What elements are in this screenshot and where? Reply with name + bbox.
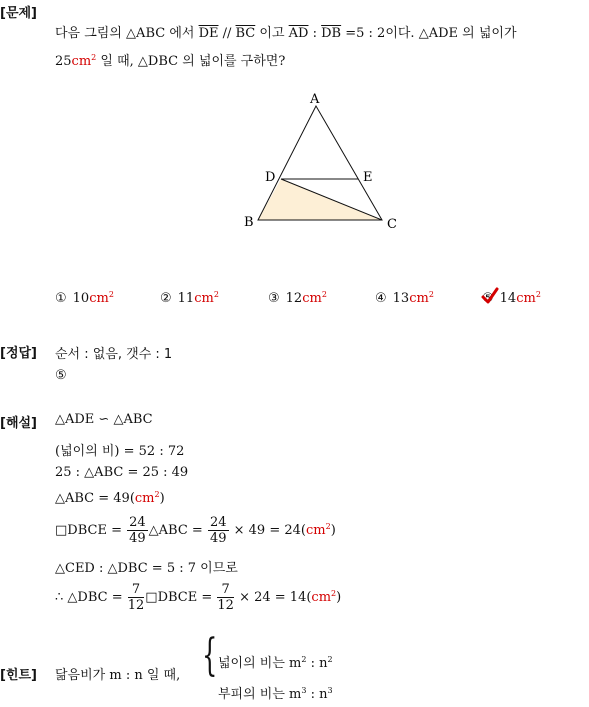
explanation-line-5: □DBCE = $\frac{24}{49}$ △ABC = $\frac{24}{49}$ × $49 = 24(cm^2)$ [55,515,336,546]
vertex-label-c: C [387,217,397,232]
explanation-line-7: ∴ △DBC = $\frac{7}{12}$ □DBCE = $\frac{7}{12}$ × $24 = 14(cm^2)$ [55,582,342,613]
option-1[interactable]: ① $10cm^2$ [55,290,114,306]
explanation-tag: [해설] [0,416,37,431]
fraction: $\frac{24}{49}$ [129,515,146,546]
explanation-line-2: (넓이의 비) = 52 : 72 [55,444,185,459]
option-2[interactable]: ② $11cm^2$ [160,290,219,306]
vertex-label-b: B [244,215,254,230]
answer-line-2: ⑤ [55,368,67,383]
answer-tag: [정답] [0,346,37,361]
curly-brace: { [202,630,218,681]
problem-tag: [문제] [0,6,37,21]
explanation-line-1: △ADE ∽ △ABC [55,412,153,427]
problem-line-2: $25cm^2$ 일 때, △DBC 의 넓이를 구하면? [55,53,286,69]
hint-main: 닮음비가 m : n 일 때, [55,668,181,683]
problem-line-1: 다음 그림의 △ABC 에서 $\overline{DE} // \overline{BC}$ 이고 $\overline{AD}$ : $\overline{DB} =5$ : 2이다. △ADE 의 넓이가 [55,26,517,41]
option-3[interactable]: ③ $12cm^2$ [268,290,327,306]
explanation-line-6: △CED : △DBC = 5 : 7 이므로 [55,561,238,576]
unit-cm2: $cm^2$ [71,53,97,69]
fraction: $\frac{24}{49}$ [209,515,227,546]
hint-tag: [힌트] [0,668,37,683]
fraction: $\frac{7}{12}$ [217,582,234,613]
triangle-figure [240,88,410,236]
hint-volume-ratio: 부피의 비는 $m^3$ : $n^3$ [218,686,333,702]
option-5[interactable]: ⑤ $14cm^2$ [482,290,541,306]
vertex-label-d: D [265,170,276,185]
fraction: $\frac{7}{12}$ [127,582,145,613]
explanation-line-3: 25 : △ABC = 25 : 49 [55,465,189,480]
vertex-label-a: A [310,92,320,107]
option-4[interactable]: ④ $13cm^2$ [375,290,434,306]
segment-ad: $\overline{AD}$ [288,26,309,41]
vertex-label-e: E [363,170,373,185]
hint-area-ratio: 넓이의 비는 $m^2$ : $n^2$ [218,655,333,671]
segment-db: $\overline{DB}$ [321,26,342,41]
segment-bc: $\overline{BC}$ [235,26,256,41]
answer-line-1: 순서 : 없음, 갯수 : 1 [55,347,173,362]
segment-de: $\overline{DE}$ [198,26,219,41]
checkmark-icon [481,287,499,305]
explanation-line-4: △ABC = $49(cm^2)$ [55,490,165,506]
shaded-region-dbc [258,179,382,220]
